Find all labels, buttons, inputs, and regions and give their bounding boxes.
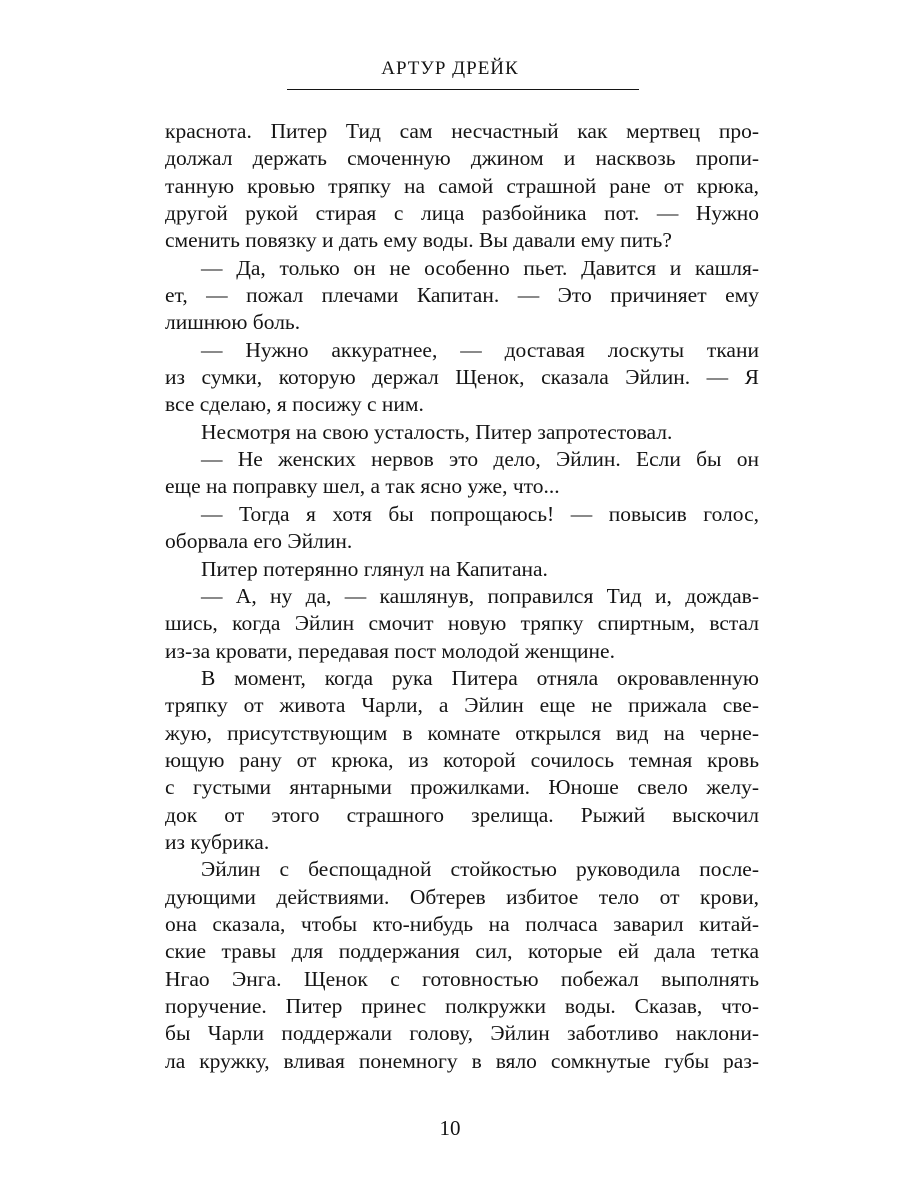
text-line: она сказала, чтобы кто-нибудь на полчаса заварил китай- [165,911,759,936]
text-line: еще на поправку шел, а так ясно уже, что... [165,474,560,499]
text-line: другой рукой стирая с лица разбойника пот. — Нужно [165,201,759,226]
text-line: — Не женских нервов это дело, Эйлин. Если бы он [201,447,759,472]
text-line: — Да, только он не особенно пьет. Давится и кашля- [201,255,759,280]
paragraph [165,118,759,255]
paragraph [165,446,759,501]
body-text [165,118,759,1075]
paragraph [165,337,759,419]
page-number: 10 [439,1116,461,1140]
paragraph [165,419,759,446]
text-line: оборвала его Эйлин. [165,529,353,554]
text-line: сменить повязку и дать ему воды. Вы давали ему пить? [165,228,672,253]
text-line: лишнюю боль. [165,310,301,335]
header-rule [287,89,639,90]
text-line: — Нужно аккуратнее, — доставая лоскуты ткани [201,337,759,362]
text-line: — Тогда я хотя бы попрощаюсь! — повысив голос, [201,501,759,526]
text-line: краснота. Питер Тид сам несчастный как мертвец про- [165,119,759,143]
text-line: В момент, когда рука Питера отняла окровавленную [201,665,759,690]
paragraph [165,583,759,665]
text-line: шись, когда Эйлин смочит новую тряпку спиртным, встал [165,611,759,636]
text-line: танную кровью тряпку на самой страшной ране от крюка, [165,173,759,198]
text-line: должал держать смоченную джином и насквозь пропи- [165,146,759,171]
text-line: док от этого страшного зрелища. Рыжий выскочил [165,802,759,827]
text-line: из-за кровати, передавая пост молодой женщине. [165,638,615,663]
text-line: Нгао Энга. Щенок с готовностью побежал выполнять [165,966,759,991]
text-line: — А, ну да, — кашлянув, поправился Тид и, дождав- [201,583,759,608]
text-line: ет, — пожал плечами Капитан. — Это причиняет ему [165,283,759,308]
paragraph [165,501,759,556]
text-line: поручение. Питер принес полкружки воды. Сказав, что- [165,994,759,1018]
paragraph [165,255,759,337]
text-line: все сделаю, я посижу с ним. [165,392,424,417]
running-header: АРТУР ДРЕЙК [381,58,519,79]
paragraph [165,856,759,1075]
paragraph [165,665,759,856]
text-line: из сумки, которую держал Щенок, сказала Эйлин. — Я [165,365,759,390]
text-line: с густыми янтарными прожилками. Юноше свело желу- [165,775,759,800]
text-line: ющую рану от крюка, из которой сочилось темная кровь [165,747,759,772]
text-line: Питер потерянно глянул на Капитана. [201,556,548,581]
text-line: ла кружку, вливая понемногу в вяло сомкнутые губы раз- [165,1048,759,1073]
paragraph [165,556,759,583]
text-line: ские травы для поддержания сил, которые ей дала тетка [165,939,759,964]
text-line: тряпку от живота Чарли, а Эйлин еще не прижала све- [165,693,759,718]
text-line: из кубрика. [165,829,270,854]
text-line: бы Чарли поддержали голову, Эйлин заботливо наклони- [165,1021,759,1046]
text-line: жую, присутствующим в комнате открылся вид на черне- [165,720,759,745]
text-line: Несмотря на свою усталость, Питер запротестовал. [201,419,673,444]
text-line: Эйлин с беспощадной стойкостью руководила после- [201,857,759,882]
text-line: дующими действиями. Обтерев избитое тело от крови, [165,884,759,909]
